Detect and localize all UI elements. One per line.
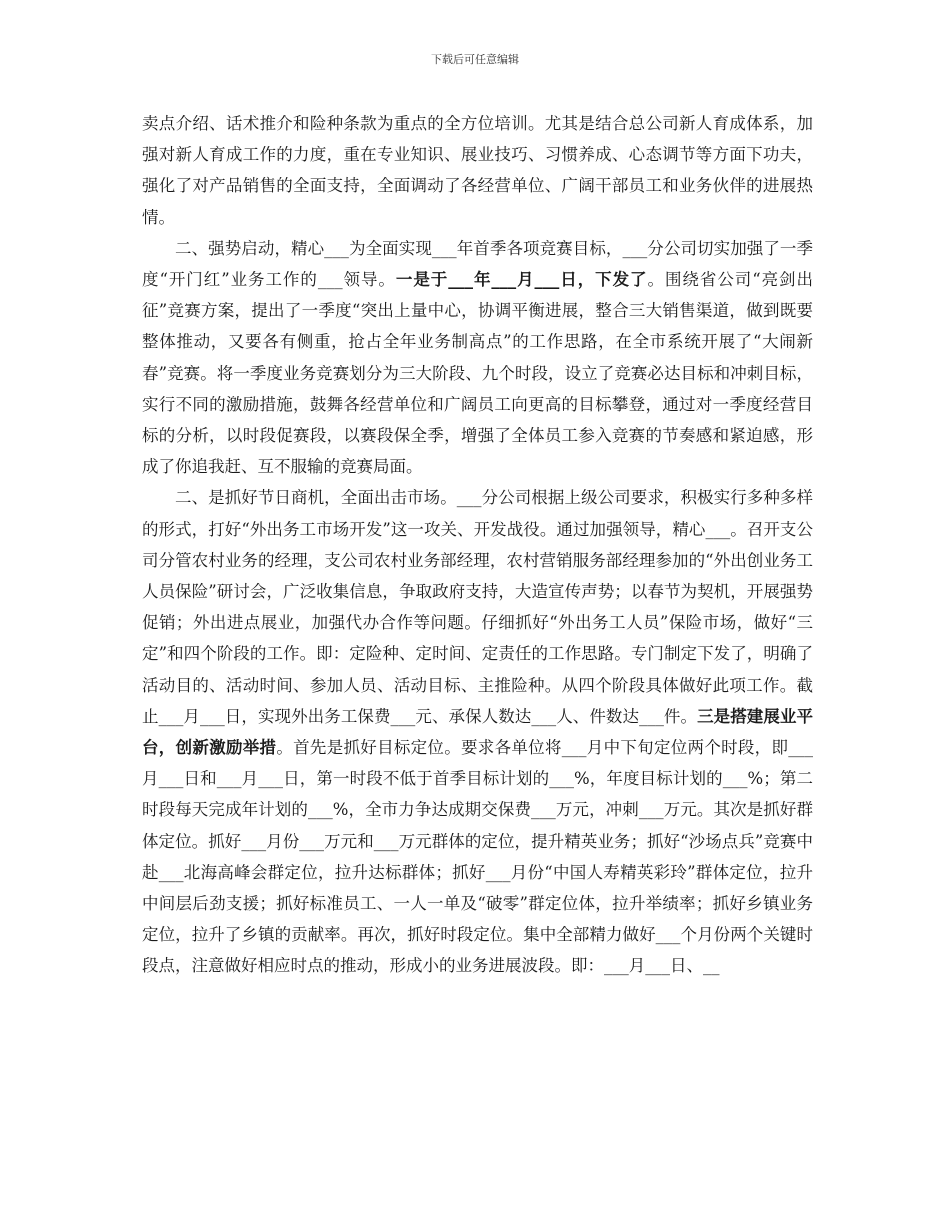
document-body (142, 108, 813, 982)
page-header: 下载后可任意编辑 (431, 53, 519, 66)
paragraph-2-text: 二、强势启动，精心___为全面实现___年首季各项竞赛目标，___分公司切实加强了一季度“开门红”业务工作的___领导。 (142, 238, 813, 290)
paragraph-2 (142, 233, 813, 483)
paragraph-3-text-continued: 。首先是抓好目标定位。要求各单位将___月中下旬定位两个时段，即___月___日和___月___日，第一时段不低于首季目标计划的___%，年度目标计划的___%；第二时段每天完成年计划的___%，全市力争达成期交保费___万元，冲刺___万元。其次是抓好群体定位。抓好___月份___万元和___万元群体的定位，提升精英业务；抓好“沙场点兵”竞赛中赴___北海高峰会群定位，拉升达标群体；抓好___月份“中国人寿精英彩玲”群体定位，拉升中间层后劲支援；抓好标准员工、一人一单及“破零”群定位体，拉升举绩率；抓好乡镇业务定位，拉升了乡镇的贡献率。再次，抓好时段定位。集中全部精力做好___个月份两个关键时段点，注意做好相应时点的推动，形成小的业务进展波段。即：___月___日、__ (142, 738, 814, 976)
paragraph-3 (142, 482, 813, 981)
paragraph-1 (142, 108, 813, 233)
paragraph-3-bold-heading: 三是搭建展业平台，创新激励举措 (142, 706, 814, 758)
paragraph-2-text-continued: 。围绕省公司“亮剑出征”竞赛方案，提出了一季度“突出上量中心，协调平衡进展，整合三大销售渠道，做到既要整体推动，又要各有侧重，抢占全年业务制高点”的工作思路，在全市系统开展了“大闹新春”竞赛。将一季度业务竞赛划分为三大阶段、九个时段，设立了竞赛必达目标和冲刺目标，实行不同的激励措施，鼓舞各经营单位和广阔员工向更高的目标攀登，通过对一季度经营目标的分析，以时段促赛段，以赛段保全季，增强了全体员工参入竞赛的节奏感和紧迫感，形成了你追我赶、互不服输的竞赛局面。 (142, 270, 814, 477)
paragraph-3-text: 二、是抓好节日商机，全面出击市场。___分公司根据上级公司要求，积极实行多种多样的形式，打好“外出务工市场开发”这一攻关、开发战役。通过加强领导，精心___。召开支公司分管农村业务的经理，支公司农村业务部经理，农村营销服务部经理参加的“外出创业务工人员保险”研讨会，广泛收集信息，争取政府支持，大造宣传声势；以春节为契机，开展强势促销；外出进点展业，加强代办合作等问题。仔细抓好“外出务工人员”保险市场，做好“三定”和四个阶段的工作。即：定险种、定时间、定责任的工作思路。专门制定下发了，明确了活动目的、活动时间、参加人员、活动目标、主推险种。从四个阶段具体做好此项工作。截止___月___日，实现外出务工保费___元、承保人数达___人、件数达___件。 (142, 488, 813, 726)
paragraph-2-bold-heading: 一是于___年___月___日，下发了 (395, 270, 648, 290)
paragraph-1-text: 卖点介绍、话术推介和险种条款为重点的全方位培训。尤其是结合总公司新人育成体系，加强对新人育成工作的力度，重在专业知识、展业技巧、习惯养成、心态调节等方面下功夫，强化了对产品销售的全面支持，全面调动了各经营单位、广阔干部员工和业务伙伴的进展热情。 (142, 114, 813, 227)
